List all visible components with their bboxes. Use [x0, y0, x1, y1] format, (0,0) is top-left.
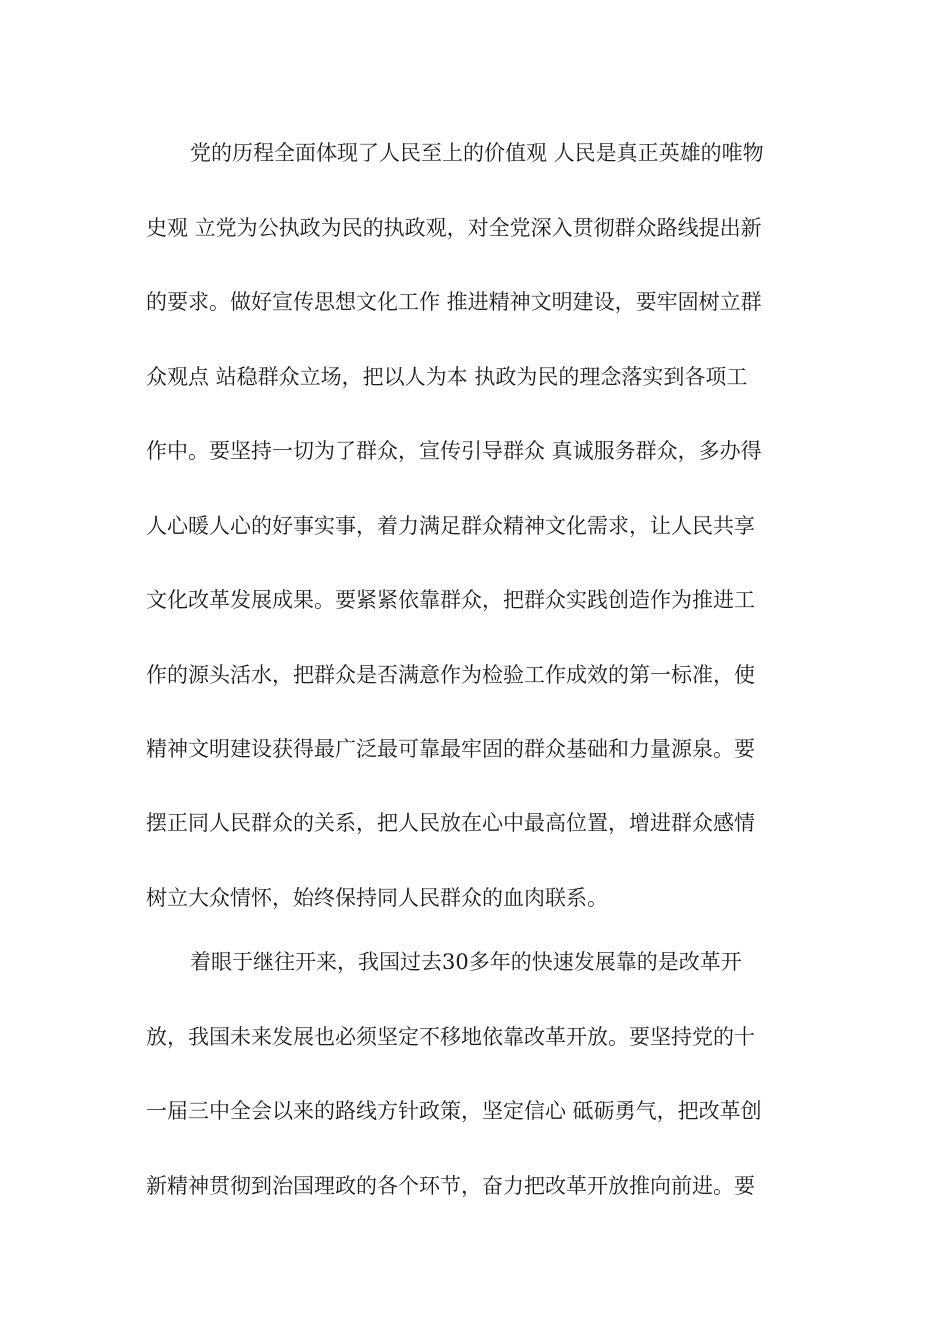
paragraph-2-line-2: 放，我国未来发展也必须坚定不移地依靠改革开放。要坚持党的十	[146, 1025, 755, 1049]
paragraph-1-line-7: 文化改革发展成果。要紧紧依靠群众，把群众实践创造作为推进工	[146, 588, 755, 612]
paragraph-1-line-9: 精神文明建设获得最广泛最可靠最牢固的群众基础和力量源泉。要	[146, 737, 755, 761]
paragraph-1-line-2: 史观 立党为公执政为民的执政观，对全党深入贯彻群众路线提出新	[146, 216, 762, 240]
paragraph-1-line-1: 党的历程全面体现了人民至上的价值观 人民是真正英雄的唯物	[190, 141, 764, 165]
paragraph-1-line-11: 树立大众情怀，始终保持同人民群众的血肉联系。	[146, 886, 608, 910]
paragraph-2-line-1: 着眼于继往开来，我国过去30多年的快速发展靠的是改革开	[190, 950, 742, 974]
paragraph-2-line-4: 新精神贯彻到治国理政的各个环节，奋力把改革开放推向前进。要	[146, 1174, 755, 1198]
paragraph-1-line-4: 众观点 站稳群众立场，把以人为本 执政为民的理念落实到各项工	[146, 365, 748, 389]
paragraph-1-line-5: 作中。要坚持一切为了群众，宣传引导群众 真诚服务群众，多办得	[146, 439, 762, 463]
paragraph-2-line-3: 一届三中全会以来的路线方针政策，坚定信心 砥砺勇气，把改革创	[146, 1099, 762, 1123]
paragraph-1-line-10: 摆正同人民群众的关系，把人民放在心中最高位置，增进群众感情	[146, 811, 755, 835]
paragraph-1-line-3: 的要求。做好宣传思想文化工作 推进精神文明建设，要牢固树立群	[146, 290, 762, 314]
paragraph-1-line-8: 作的源头活水，把群众是否满意作为检验工作成效的第一标准，使	[146, 663, 755, 687]
paragraph-1-line-6: 人心暖人心的好事实事，着力满足群众精神文化需求，让人民共享	[146, 514, 755, 538]
